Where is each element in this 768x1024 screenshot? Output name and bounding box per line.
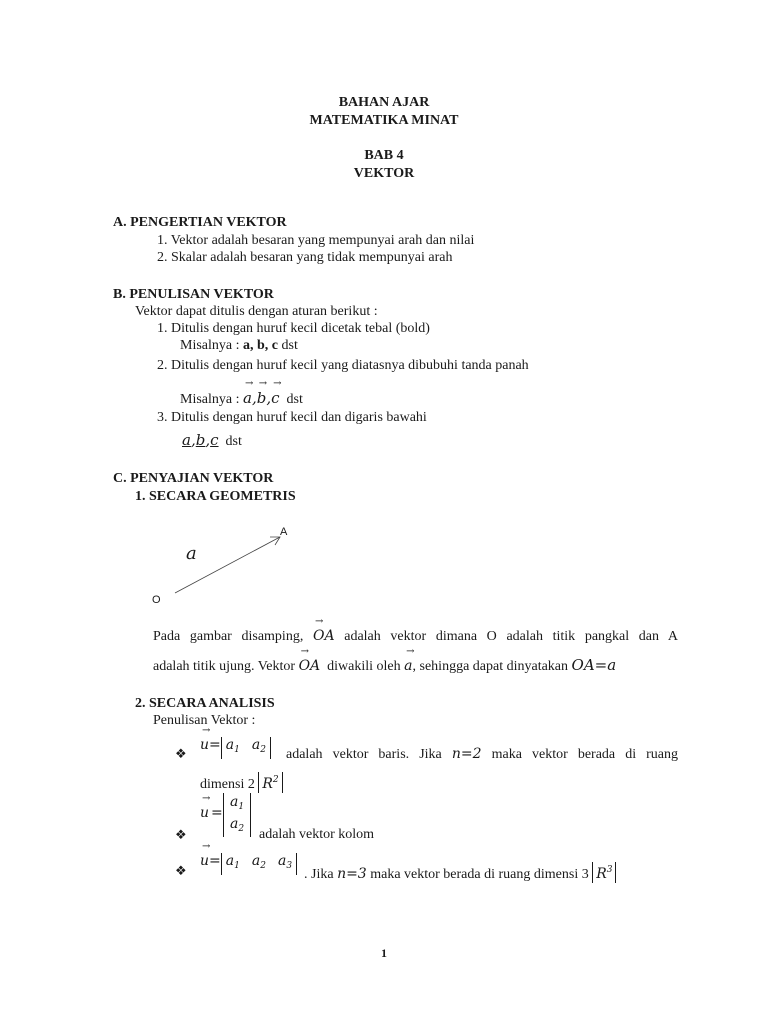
section-b-item-2-example: Misalnya : → a,→ b,→ c dst — [180, 390, 303, 408]
bullet-1-line-2: dimensi 2 $R^2$ — [200, 772, 283, 793]
arrow-vectors: → a,→ b,→ c — [243, 389, 280, 407]
doc-title-1: BAHAN AJAR — [338, 95, 430, 110]
bullet-3-icon: ❖ — [175, 863, 187, 878]
point-a-label: A — [280, 526, 288, 538]
bullet-2-text: adalah vektor kolom — [259, 827, 375, 842]
row-vector-2: → $u= a_1$ $a_2$ — [200, 737, 271, 759]
section-a-item-2: 2. Skalar adalah besaran yang tidak mempunyai arah — [157, 250, 453, 265]
subsection-1-title: 1. SECARA GEOMETRIS — [135, 489, 296, 504]
doc-title-2: MATEMATIKA MINAT — [309, 113, 459, 128]
row-vector-3: → $u= a_1$ $a_2$ $a_3$ — [200, 853, 297, 875]
section-a-item-1: 1. Vektor adalah besaran yang mempunyai arah dan nilai — [157, 233, 475, 248]
section-a-title: A. PENGERTIAN VEKTOR — [113, 215, 287, 230]
vector-equation: OA=a — [571, 656, 617, 674]
bullet-1-text: adalah vektor baris. Jika n=2 maka vektor berada di ruang — [286, 746, 679, 762]
bullet-3-text: . Jika n=3 maka vektor berada di ruang dimensi 3 $R^3$ — [304, 862, 616, 883]
page-number: 1 — [381, 946, 387, 960]
section-b-intro: Vektor dapat ditulis dengan aturan berikut : — [135, 304, 378, 319]
section-b-item-1-example: Misalnya : a, b, c dst — [180, 338, 298, 353]
section-b-item-3-example: a,b,c dst — [182, 431, 242, 449]
point-o-label: O — [152, 594, 161, 606]
section-b-item-1: 1. Ditulis dengan huruf kecil dicetak tebal (bold) — [157, 321, 430, 336]
section-c-title: C. PENYAJIAN VEKTOR — [113, 471, 274, 486]
section-b-item-2: 2. Ditulis dengan huruf kecil yang diatasnya dibubuhi tanda panah — [157, 358, 529, 373]
chapter-number: BAB 4 — [364, 148, 404, 163]
bullet-2-icon: ❖ — [175, 827, 187, 842]
bullet-1-icon: ❖ — [175, 746, 187, 761]
subsection-2-intro: Penulisan Vektor : — [153, 713, 256, 728]
geometry-paragraph-line-1: Pada gambar disamping, → OA adalah vektor dimana O adalah titik pangkal dan A — [153, 628, 678, 645]
section-b-item-3: 3. Ditulis dengan huruf kecil dan digaris bawahi — [157, 410, 427, 425]
subsection-2-title: 2. SECARA ANALISIS — [135, 696, 275, 711]
vector-label: a — [186, 543, 197, 564]
chapter-title: VEKTOR — [353, 166, 415, 181]
section-b-title: B. PENULISAN VEKTOR — [113, 287, 274, 302]
underlined-vectors: a,b,c — [182, 431, 219, 449]
geometry-paragraph-line-2: adalah titik ujung. Vektor → OA diwakili oleh → a, sehingga dapat dinyatakan OA=a — [153, 657, 616, 675]
